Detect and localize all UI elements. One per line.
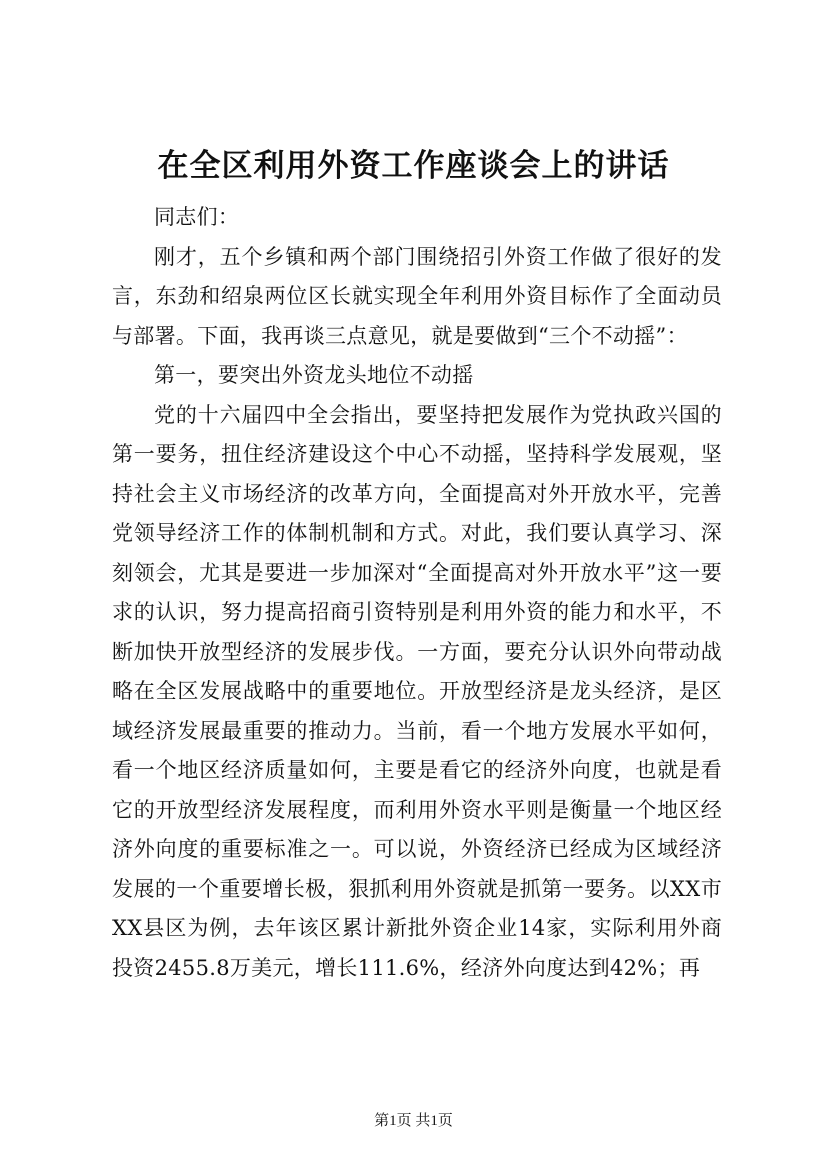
- document-body: [112, 198, 722, 988]
- salutation: 同志们：: [154, 205, 240, 229]
- paragraph-body: 党的十六届四中全会指出，要坚持把发展作为党执政兴国的第一要务，扭住经济建设这个中心不动摇，坚持科学发展观，坚持社会主义市场经济的改革方向，全面提高对外开放水平，完善党领导经济工作的体制机制和方式。对此，我们要认真学习、深刻领会，尤其是要进一步加深对“全面提高对外开放水平”这一要求的认识，努力提高招商引资特别是利用外资的能力和水平，不断加快开放型经济的发展步伐。一方面，要充分认识外向带动战略在全区发展战略中的重要地位。开放型经济是龙头经济，是区域经济发展最重要的推动力。当前，看一个地方发展水平如何，看一个地区经济质量如何，主要是看它的经济外向度，也就是看它的开放型经济发展程度，而利用外资水平则是衡量一个地区经济外向度的重要标准之一。可以说，外资经济已经成为区域经济发展的一个重要增长极，狠抓利用外资就是抓第一要务。以XX市XX县区为例，去年该区累计新批外资企业14家，实际利用外商投资2455.8万美元，增长111.6%，经济外向度达到42%；再: [112, 402, 722, 980]
- paragraph-intro: 刚才，五个乡镇和两个部门围绕招引外资工作做了很好的发言，东劲和绍泉两位区长就实现全年利用外资目标作了全面动员与部署。下面，我再谈三点意见，就是要做到“三个不动摇”：: [112, 244, 722, 348]
- section-heading-1: 第一，要突出外资龙头地位不动摇: [154, 363, 474, 387]
- document-title: 在全区利用外资工作座谈会上的讲话: [157, 148, 670, 184]
- page-footer: 第1页 共1页: [374, 1113, 453, 1129]
